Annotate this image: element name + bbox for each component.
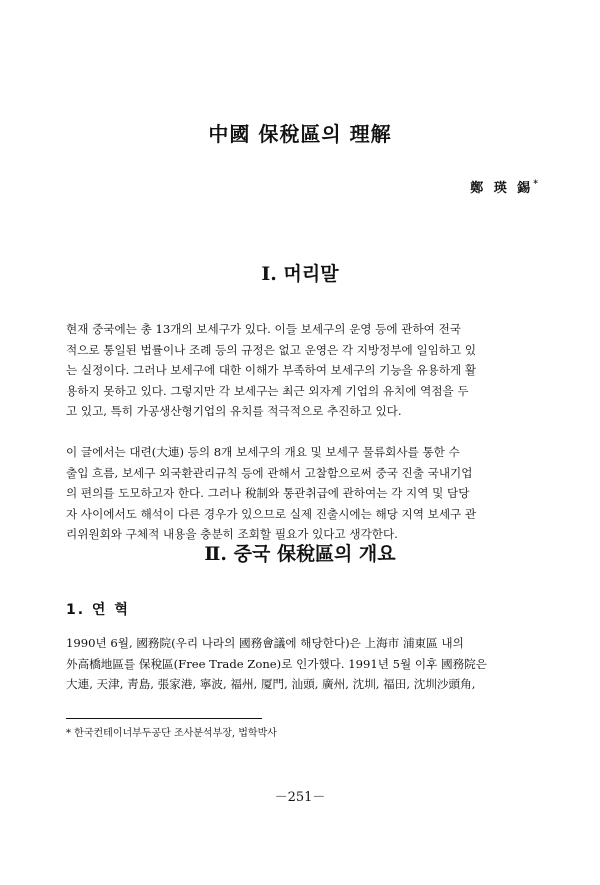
section-heading-introduction: Ⅰ. 머리말 bbox=[261, 263, 339, 285]
text-line: 출입 흐름, 보세구 외국환관리규칙 등에 관해서 고찰함으로써 중국 진출 국내기업 bbox=[66, 465, 473, 480]
text-line: 리위원회와 구체적 내용을 충분히 조회할 필요가 있다고 생각한다. bbox=[66, 527, 398, 541]
history-paragraph bbox=[66, 633, 536, 695]
footnote: * 한국컨테이너부두공단 조사분석부장, 법학박사 bbox=[66, 728, 277, 739]
intro-paragraph-1 bbox=[66, 319, 536, 422]
text-line: 이 글에서는 대련(大連) 등의 8개 보세구의 개요 및 보세구 물류회사를 통한 수 bbox=[66, 445, 460, 459]
text-line: 의 편의를 도모하고자 한다. 그러나 稅制와 통관취급에 관하여는 각 지역 및 담당 bbox=[66, 486, 470, 500]
text-line: 적으로 통일된 법률이나 조례 등의 규정은 없고 운영은 각 지방정부에 일임하고 있 bbox=[66, 342, 477, 357]
footnote-divider bbox=[66, 718, 262, 719]
author-line bbox=[470, 177, 538, 196]
author-name: 鄭 瑛 錫 bbox=[470, 181, 534, 196]
author-footnote-mark: * bbox=[533, 179, 538, 190]
section-heading-overview: Ⅱ. 중국 保稅區의 개요 bbox=[204, 543, 396, 565]
page-number: －251－ bbox=[274, 790, 326, 805]
text-line: 大連, 天津, 靑島, 張家港, 寧波, 福州, 厦門, 汕頭, 廣州, 沈圳, 福田, 沈圳沙頭角, bbox=[66, 677, 476, 691]
article-title: 中國 保稅區의 理解 bbox=[208, 122, 392, 146]
text-line: 용하지 못하고 있다. 그렇지만 각 보세구는 최근 외자계 기업의 유치에 역점을 두 bbox=[66, 383, 469, 398]
intro-paragraph-2 bbox=[66, 442, 536, 545]
text-line: 자 사이에서도 해석이 다른 경우가 있으므로 실제 진출시에는 해당 지역 보세구 관 bbox=[66, 506, 477, 521]
text-line: 는 실정이다. 그러나 보세구에 대한 이해가 부족하여 보세구의 기능을 유용하게 활 bbox=[66, 363, 477, 377]
text-line: 1990년 6월, 國務院(우리 나라의 國務會議에 해당한다)은 上海市 浦東區 내의 bbox=[66, 636, 464, 650]
text-line: 外高橋地區를 保稅區(Free Trade Zone)로 인가했다. 1991년 5월 이후 國務院은 bbox=[66, 656, 487, 671]
text-line: 고 있고, 특히 가공생산형기업의 유치를 적극적으로 추진하고 있다. bbox=[66, 404, 402, 418]
subsection-heading-history: 1. 연 혁 bbox=[66, 602, 130, 618]
text-line: 현재 중국에는 총 13개의 보세구가 있다. 이들 보세구의 운영 등에 관하여 전국 bbox=[66, 322, 461, 336]
